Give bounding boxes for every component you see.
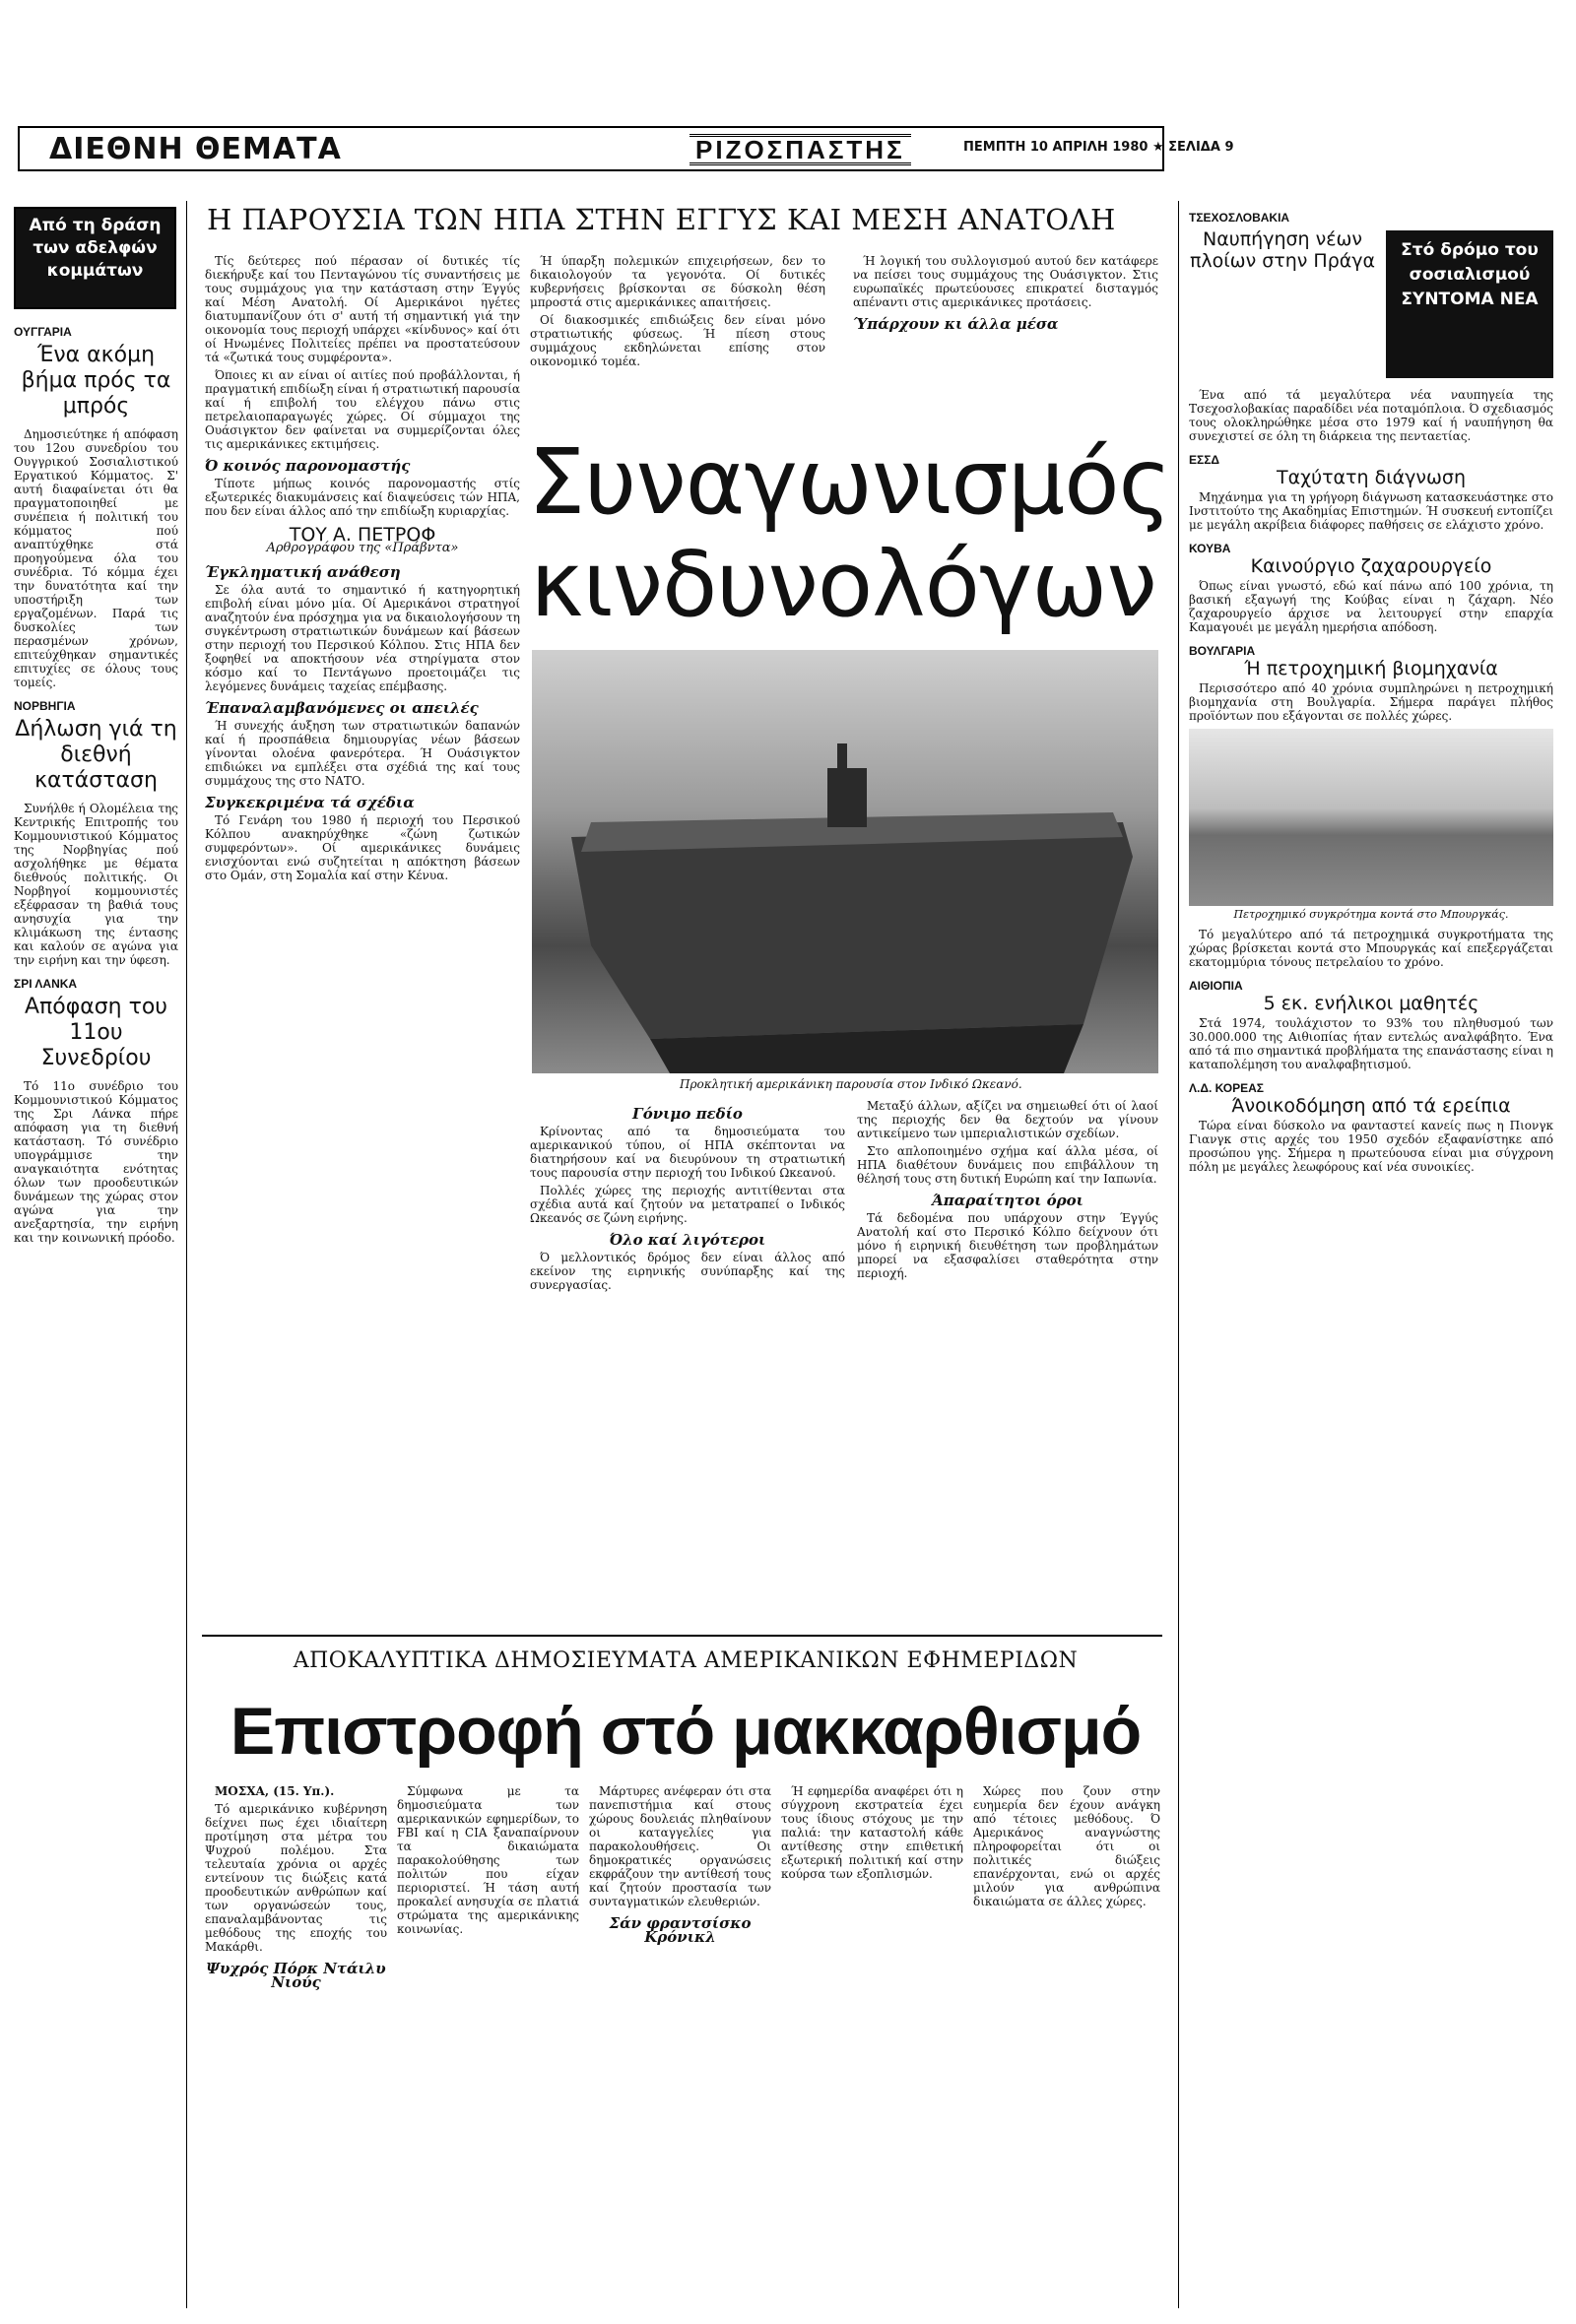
main-col-1: Τίς δεύτερες πού πέρασαν οί δυτικές τίς διεκήρυξε καί του Πενταγώνου τίς συναντήσεις με τους συμμάχους για την κατάσταση στην Έγγύς καί Μέση Ανατολή. Οί Αμερικάνοι ηγέτες διατυμπανίζουν ότι σ' αυτή τή σημαντική γιά την οικονομία τους περιοχή υπάρχει «κίνδυνος» καί ότι οί Ηνωμένες Πολιτείες πρέπει να προστατεύσουν τά «ζωτικά τους συμφέροντα». Όποιες κι αν είναι οί αιτίες πού προβάλλονται, ή πραγματική επιδίωξη είναι ή στρατιωτική παρουσία καί ή επιβολή του ελέγχου πάνω στις πετρελαιοπαραγωγές χώρες. Οί σύμμαχοι της Ουάσιγκτον δεν φαίνεται να συμμερίζονται όλες τις αμερικάνικες εκτιμήσεις. Ό κοινός παρονομαστής Τίποτε μήπως κοινός παρονομαστής στίς εξωτερικές διακυμάνσεις καί διαψεύσεις τών ΗΠΑ, που δεν είναι άλλος από την επιδίωξη κυριαρχίας. ΤΟΥ Α. ΠΕΤΡΟΦ Αρθρογράφου της «Πράβντα» Έγκληματική ανάθεση Σε όλα αυτά το σημαντικό ή κατηγορητική επιβολή είναι μόνο μία. Οί Αμερικάνοι στρατηγοί αναζητούν ένα πρόσχημα για να δικαιολογήσουν τη συγκέντρωση στρατιωτικών δυνάμεων καί βάσεων στην περιοχή του Περσικού Κόλπου. Στις ΗΠΑ δεν ξοφηθεί να αποκτήσουν νέα στηρίγματα στον κόσμο καί το Πεντάγωνο προετοιμάζει τις λεγόμενες δυνάμεις ταχείας επέμβασης. Έπαναλαμβανόμενες οι απειλές Ή συνεχής άυξηση των στρατιωτικών δαπανών καί ή προσπάθεια δημιουργίας νέων βάσεων γίνονται ολοένα φανερότερα. Ή Ουάσιγκτον επιδιώκει να εμπλέξει στα σχέδιά της καί τους συμμάχους της στο ΝΑΤΟ. Συγκεκριμένα τά σχέδια Τό Γενάρη του 1980 ή περιοχή του Περσικού Κόλπου ανακηρύχθηκε «ζώνη ζωτικών συμφερόντων». Οί αμερικάνικες δυνάμεις ενισχύονται ενώ συζητείται η απόκτηση βάσεων στο Ομάν, στη Σομαλία καί στην Κένυα. xyxy=(205,254,520,882)
main-headline: Συναγωνισμός κινδυνολόγων xyxy=(528,429,1171,637)
headline-ethiopia: 5 εκ. ενήλικοι μαθητές xyxy=(1263,993,1479,1014)
headline-czech: Ναυπήγηση νέων πλοίων στην Πράγα xyxy=(1189,228,1376,272)
headline-srilanka: Απόφαση του 11ου Συνεδρίου xyxy=(24,995,168,1070)
bottom-col-3: Μάρτυρες ανέφεραν ότι στα πανεπιστήμια καί στους χώρους δουλειάς πληθαίνουν οι καταγγελίες για παρακολουθήσεις. Οι δημοκρατικές οργανώσεις εκφράζουν την αντίθεσή τους καί ζητούν προστασία των συνταγματικών ελευθεριών. Σάν φραντσίσκο Κρόνικλ xyxy=(589,1784,771,1946)
subhead-chronicle: Σάν φραντσίσκο Κρόνικλ xyxy=(609,1914,752,1946)
subhead-other-means: Ύπάρχουν κι άλλα μέσα xyxy=(853,315,1059,333)
bottom-col-1: ΜΟΣΧΑ, (15. Υπ.). Τό αμερικάνικο κυβέρνηση δείχνει πως έχει ιδιαίτερη προτίμηση στα μέτρα του Ψυχρού πολέμου. Στα τελευταία χρόνια οι αρχές εντείνουν τις διώξεις κατά προοδευτικών ανθρώπων καί των οργανώσεών τους, επαναλαμβάνοντας τις μεθόδους της εποχής του Μακάρθι. Ψυχρός Πόρκ Ντάιλυ Νιούς xyxy=(205,1784,387,1991)
subhead-common-denominator: Ό κοινός παρονομαστής xyxy=(205,457,411,475)
bottom-col-2: Σύμφωνα με τα δημοσιεύματα των αμερικανικών εφημερίδων, το FBI καί η CIA ξαναπαίρνουν τα δικαιώματα παρακολούθησης των πολιτών που είχαν περιοριστεί. Ή τάση αυτή προκαλεί ανησυχία σε πλατιά στρώματα της αμερικάνικης κοινωνίας. xyxy=(397,1784,579,1936)
headline-bulgaria: Ή πετροχημική βιομηχανία xyxy=(1244,658,1498,679)
masthead xyxy=(18,126,1234,171)
headline-korea: Άνοικοδόμηση από τά ερείπια xyxy=(1231,1095,1511,1117)
photo-caption: Προκλητική αμερικάνικη παρουσία στον Ινδικό Ωκεανό. xyxy=(680,1077,1022,1091)
bottom-col-5: Χώρες που ζουν στην ευημερία δεν έχουν ανάγκη από τέτοιες μεθόδους. Ό Αμερικάνος αναγνώστης πληροφορείται ότι οι πολιτικές διώξεις επανέρχονται, ενώ οι αρχές μιλούν για ανθρώπινα δικαιώματα σε άλλες χώρες. xyxy=(973,1784,1160,1908)
right-column: ΤΣΕΧΟΣΛΟΒΑΚΙΑ Ναυπήγηση νέων πλοίων στην Πράγα Στό δρόμο του σοσιαλισμού ΣΥΝΤΟΜΑ ΝΕΑ Ένα από τά μεγαλύτερα νέα ναυπηγεία της Τσεχοσλοβακίας παραδίδει νέα ποταμόπλοια. Ό σχεδιασμός τους ολοκληρώθηκε μέσα στο 1979 καί ή ναυπήγηση θα συνεχιστεί σε όλη τη διάρκεια της πενταετίας. ΕΣΣΔ Ταχύτατη διάγνωση Μηχάνημα για τη γρήγορη διάγνωση κατασκευάστηκε στο Ινστιτούτο της Ακαδημίας Επιστημών. Ή συσκευή εντοπίζει με μεγάλη ακρίβεια διάφορες παθήσεις σε ελάχιστο χρόνο. ΚΟΥΒΑ Καινούργιο ζαχαρουργείο Όπως είναι γνωστό, εδώ καί πάνω από 100 χρόνια, τη βασική εξαγωγή της Κούβας είναι η ζάχαρη. Νέο ζαχαρουργείο άρχισε να λειτουργεί στην επαρχία Καμαγουέι με μεγάλη ημερήσια απόδοση. ΒΟΥΛΓΑΡΙΑ Ή πετροχημική βιομηχανία Περισσότερο από 40 χρόνια συμπληρώνει η πετροχημική βιομηχανία στη Βουλγαρία. Σήμερα παράγει πλήθος προϊόντων που εξάγονται σε πολλές χώρες. Πετροχημικό συγκρότημα κοντά στο Μπουργκάς. Τό μεγαλύτερο από τά πετροχημικά συγκροτήματα της χώρας βρίσκεται κοντά στο Μπουργκάς καί επεξεργάζεται εκατομμύρια τόνους πετρελαίου το χρόνο. ΑΙΘΙΟΠΙΑ 5 εκ. ενήλικοι μαθητές Στά 1974, τουλάχιστον το 93% του πληθυσμού των 30.000.000 της Αιθιοπίας ήταν εντελώς αναλφάβητο. Ένα από τά πιο σημαντικά προβλήματα της επανάστασης είναι η καταπολέμηση του αναλφαβητισμού. Λ.Δ. ΚΟΡΕΑΣ Άνοικοδόμηση από τά ερείπια Τώρα είναι δύσκολο να φανταστεί κανείς πως η Πιονγκ Γιανγκ στις αρχές του 1950 σχεδόν εξαφανίστηκε από προσώπου γης. Σήμερα η πρωτεύουσα είναι μια σύγχρονη πόλη με μεγάλες λεωφόρους καί νέα συνοικίες. xyxy=(1178,201,1563,2308)
left-column: Από τη δράση των αδελφών κομμάτων ΟΥΓΓΑΡΙΑ Ένα ακόμη βήμα πρός τα μπρός Δημοσιεύτηκε ή απόφαση του 12ου συνεδρίου του Ουγγρικού Σοσιαλιστικού Εργατικού Κόμματος. Σ' αυτή διαφαίνεται ότι θα πραγματοποιηθεί με συνέπεια ή πολιτική του κόμματος πού αναπτύχθηκε στά προηγούμενα όλα του συνέδρια. Τό κόμμα έχει την δυνατότητα καί την υποστήριξη των εργαζομένων. Παρά τις δυσκολίες των περασμένων χρόνων, επιτεύχθηκαν σημαντικές επιτυχίες σε όλους τους τομείς. ΝΟΡΒΗΓΙΑ Δήλωση γιά τη διεθνή κατάσταση Συνήλθε ή Ολομέλεια της Κεντρικής Επιτροπής του Κομμουνιστικού Κόμματος της Νορβηγίας πού ασχολήθηκε με θέματα διεθνούς πολιτικής. Οι Νορβηγοί κομμουνιστές εξέφρασαν τη βαθιά τους ανησυχία για την κλιμάκωση της έντασης και καλούν σε αγώνα για την ειρήνη και την ύφεση. ΣΡΙ ΛΑΝΚΑ Απόφαση του 11ου Συνεδρίου Τό 11ο συνέδριο του Κομμουνιστικού Κόμματος της Σρι Λάνκα πήρε απόφαση για τη διεθνή κατάσταση. Τό συνέδριο υπογράμμισε την αναγκαιότητα ενότητας όλων των προοδευτικών δυνάμεων της χώρας στον αγώνα για την ανεξαρτησία, την ειρήνη και την κοινωνική πρόοδο. xyxy=(14,201,187,2308)
author-role: Αρθρογράφου της «Πράβντα» xyxy=(266,541,459,555)
subhead-criminal: Έγκληματική ανάθεση xyxy=(205,563,401,581)
petrochemical-photo xyxy=(1189,729,1553,906)
main-col-3-top: Ή λογική του συλλογισμού αυτού δεν κατάφερε να πείσει τους συμμάχους της Ουάσιγκτον. Στις ευρωπαϊκές πρωτεύουσες επικρατεί δισταγμός απέναντι στις αμερικάνικες προτάσεις. Ύπάρχουν κι άλλα μέσα xyxy=(853,254,1158,333)
bottom-headline: Επιστροφή στό μακκαρθισμό xyxy=(230,1694,1142,1769)
bottom-col-4: Ή εφημερίδα αναφέρει ότι η σύγχρονη εκστρατεία έχει τους ίδιους στόχους με την παλιά: την καταστολή κάθε αντίθεσης στην επιθετική εξωτερική πολιτική καί στην κούρσα των εξοπλισμών. xyxy=(781,1784,963,1881)
bottom-kicker: ΑΠΟΚΑΛΥΠΤΙΚΑ ΔΗΜΟΣΙΕΥΜΑΤΑ ΑΜΕΡΙΚΑΝΙΚΩΝ ΕΦΗΜΕΡΙΔΩΝ xyxy=(293,1648,1079,1673)
subhead-threats: Έπαναλαμβανόμενες οι απειλές xyxy=(205,699,479,717)
issue-date: ΠΕΜΠΤΗ 10 ΑΠΡΙΛΗ 1980 ★ ΣΕΛΙΔΑ 9 xyxy=(963,140,1234,155)
newspaper-name: ΡΙΖΟΣΠΑΣΤΗΣ xyxy=(690,134,911,165)
star-icon: ★ xyxy=(1151,140,1164,155)
headline-norway: Δήλωση γιά τη διεθνή κατάσταση xyxy=(15,717,177,793)
aircraft-carrier-photo xyxy=(532,650,1158,1073)
subhead-conditions: Άπαραίτητοι όροι xyxy=(932,1192,1084,1209)
section-divider xyxy=(202,1635,1162,1637)
main-col-2-bottom: Γόνιμο πεδίο Κρίνοντας από τα δημοσιεύματα του αμερικανικού τύπου, οί ΗΠΑ σκέπτονται να διατηρήσουν καί να διευρύνουν τη στρατιωτική τους παρουσία στην περιοχή του Ινδικού Ωκεανού. Πολλές χώρες της περιοχής αντιτίθενται στα σχέδια αυτά καί ζητούν να μετατραπεί ο Ινδικός Ωκεανός σε ζώνη ειρήνης. Όλο καί λιγότεροι Ό μελλοντικός δρόμος δεν είναι άλλος από εκείνον της ειρηνικής συνύπαρξης καί της συνεργασίας. xyxy=(530,1105,845,1292)
main-kicker: Η ΠΑΡΟΥΣΙΑ ΤΩΝ ΗΠΑ ΣΤΗΝ ΕΓΓΥΣ ΚΑΙ ΜΕΣΗ ΑΝΑΤΟΛΗ xyxy=(207,203,1116,236)
headline-ussr: Ταχύτατη διάγνωση xyxy=(1276,467,1466,488)
ship-graphic xyxy=(532,650,1158,1073)
right-banner: Στό δρόμο του σοσιαλισμού ΣΥΝΤΟΜΑ ΝΕΑ xyxy=(1386,230,1553,378)
dateline: ΜΟΣΧΑ, (15. Υπ.). xyxy=(215,1784,335,1798)
main-col-3-bottom: Μεταξύ άλλων, αξίζει να σημειωθεί ότι οί λαοί της περιοχής δεν θα δεχτούν να γίνουν αντικείμενο των ιμπεριαλιστικών σχεδίων. Στο απλοποιημένο σχήμα καί άλλα μέσα, οί ΗΠΑ διαθέτουν δυνάμεις που επιβάλλουν τη θέλησή τους στη δυτική Ευρώπη καί την Ιαπωνία. Άπαραίτητοι όροι Τά δεδομένα που υπάρχουν στην Έγγύς Ανατολή καί στο Περσικό Κόλπο δείχνουν ότι μόνο ή ειρηνική διευθέτηση των προβλημάτων μπορεί να εξασφαλίσει σταθερότητα στην περιοχή. xyxy=(857,1099,1158,1280)
left-banner: Από τη δράση των αδελφών κομμάτων xyxy=(14,207,176,309)
main-col-2-top: Ή ύπαρξη πολεμικών επιχειρήσεων, δεν το δικαιολογούν τα γεγονότα. Οί δυτικές κυβερνήσεις βρίσκονται σε δύσκολη θέση μπροστά στις αμερικάνικες απαιτήσεις. Οί διακοσμικές επιδιώξεις δεν είναι μόνο στρατιωτικής φύσεως. Ή πίεση στους συμμάχους εκδηλώνεται επίσης στον οικονομικό τομέα. xyxy=(530,254,825,368)
section-title: ΔΙΕΘΝΗ ΘΕΜΑΤΑ xyxy=(49,132,342,166)
author-name: ΤΟΥ Α. ΠΕΤΡΟΦ xyxy=(289,524,436,546)
petrochemical-caption: Πετροχημικό συγκρότημα κοντά στο Μπουργκάς. xyxy=(1233,908,1509,921)
subhead-plans: Συγκεκριμένα τά σχέδια xyxy=(205,794,415,811)
subhead-fertile-field: Γόνιμο πεδίο xyxy=(632,1105,743,1123)
headline-cuba: Καινούργιο ζαχαρουργείο xyxy=(1250,555,1492,577)
headline-hungary: Ένα ακόμη βήμα πρός τα μπρός xyxy=(21,343,171,419)
subhead-daily-news: Ψυχρός Πόρκ Ντάιλυ Νιούς xyxy=(206,1960,386,1991)
subhead-fewer: Όλο καί λιγότεροι xyxy=(609,1231,766,1249)
